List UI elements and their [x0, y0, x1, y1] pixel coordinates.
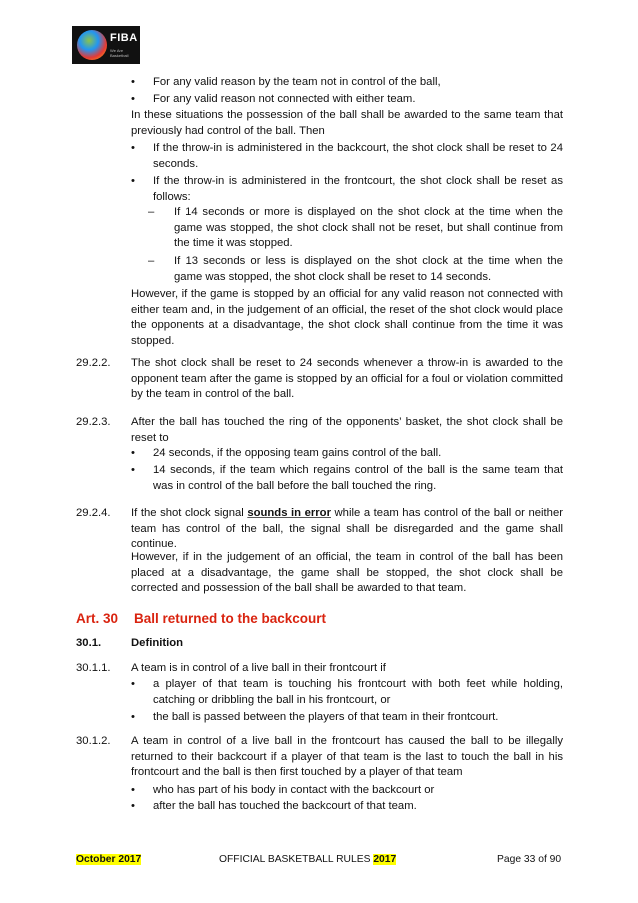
bullet-item: • a player of that team is touching his frontcourt with both feet while holding, catching or dribbling the ball in his frontcourt, or	[153, 677, 563, 708]
text-run: while a team has control of the ball or neither team has control of the ball, the signal shall be disregarded and the game shall continue.	[131, 507, 563, 551]
footer-title	[219, 852, 396, 868]
footer-date	[76, 852, 141, 868]
bullet-item: • If the throw-in is administered in the backcourt, the shot clock shall be reset to 24 seconds.	[153, 141, 563, 172]
bullet-item: • after the ball has touched the backcourt of that team.	[153, 799, 563, 815]
text-run: If the shot clock signal	[131, 507, 248, 519]
paragraph: A team is in control of a live ball in their frontcourt if	[131, 662, 386, 674]
paragraph	[131, 506, 563, 553]
section-number: 29.2.2.	[76, 357, 111, 369]
bullet-item: • who has part of his body in contact with the backcourt or	[153, 783, 563, 799]
bullet-item: • 24 seconds, if the opposing team gains control of the ball.	[153, 446, 563, 462]
article-heading	[76, 611, 327, 627]
dash-item: – If 14 seconds or more is displayed on the shot clock at the time when the game was stopped, the shot clock shall not be reset, but shall continue from the time it was stopped.	[174, 205, 563, 252]
paragraph: However, if in the judgement of an official, the team in control of the ball has been placed at a disadvantage, the game shall be stopped, the shot clock shall be corrected and possession of the ball shall be awarded to that team.	[131, 551, 563, 595]
footer-year: 2017	[373, 854, 397, 865]
logo-text: FIBA	[110, 32, 138, 44]
section-number: 30.1.1.	[76, 662, 111, 674]
section-number: 29.2.4.	[76, 507, 111, 519]
footer-date-text: October 2017	[76, 854, 142, 865]
section-number: 30.1.2.	[76, 735, 111, 747]
section-number: 30.1.	[76, 637, 102, 649]
bullet-item: • For any valid reason not connected with either team.	[153, 92, 563, 108]
section-number: 29.2.3.	[76, 416, 111, 428]
article-title: Ball returned to the backcourt	[134, 611, 327, 626]
footer-page: Page 33 of 90	[497, 854, 562, 865]
article-number: Art. 30	[76, 611, 119, 626]
paragraph: After the ball has touched the ring of the opponents’ basket, the shot clock shall be reset to	[131, 416, 563, 444]
bullet-item: • 14 seconds, if the team which regains control of the ball is the same team that was in control of the ball before the ball touched the ring.	[153, 463, 563, 494]
footer-title-text: OFFICIAL BASKETBALL RULES	[219, 854, 374, 865]
bullet-item: • the ball is passed between the players of that team in their frontcourt.	[153, 710, 563, 726]
dash-item: – If 13 seconds or less is displayed on the shot clock at the time when the game was stopped, the shot clock shall be reset to 14 seconds.	[174, 254, 563, 285]
paragraph: A team in control of a live ball in the frontcourt has caused the ball to be illegally returned to their backcourt if a player of that team is the last to touch the ball in his frontcourt and the ball is then first touched by a player of that team	[131, 735, 563, 779]
section-title: Definition	[131, 637, 184, 649]
logo-subtext: We Are Basketball	[110, 48, 129, 58]
bullet-item: • For any valid reason by the team not in control of the ball,	[153, 75, 563, 91]
bullet-item: • If the throw-in is administered in the frontcourt, the shot clock shall be reset as follows:	[153, 174, 563, 205]
paragraph: However, if the game is stopped by an official for any valid reason not connected with either team and, in the judgement of an official, the reset of the shot clock would place the opponents at a disadvantage, the shot clock shall continue from the time it was stopped.	[131, 288, 563, 347]
paragraph: In these situations the possession of the ball shall be awarded to the same team that previously had control of the ball. Then	[131, 109, 563, 137]
paragraph: The shot clock shall be reset to 24 seconds whenever a throw-in is awarded to the opponent team after the game is stopped by an official for a foul or violation committed by the team in control of the ball.	[131, 357, 563, 401]
emphasis-text: sounds in error	[247, 507, 331, 519]
